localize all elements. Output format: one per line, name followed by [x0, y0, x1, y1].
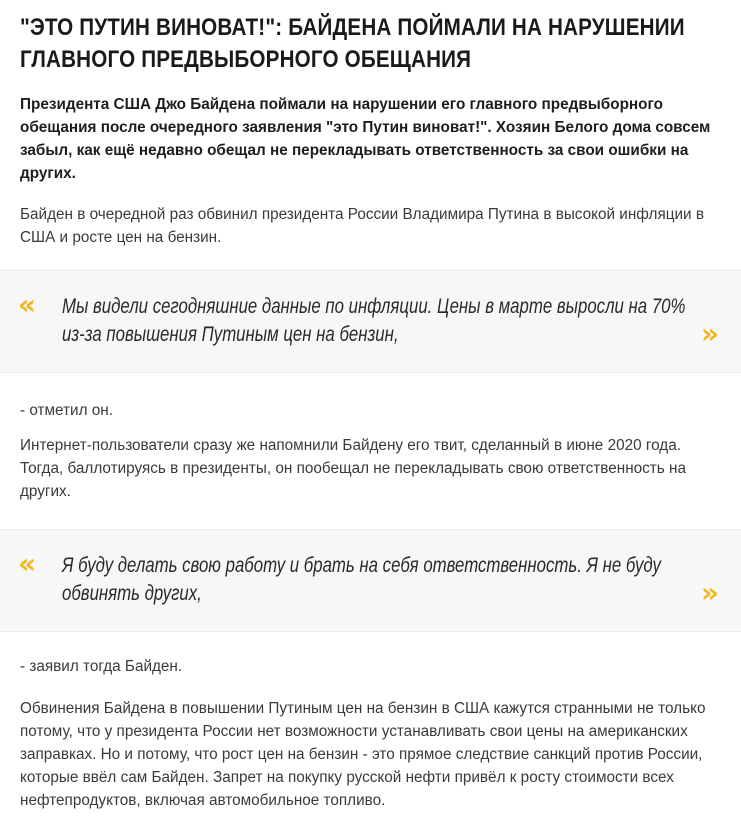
article-lead: Президента США Джо Байдена поймали на нарушении его главного предвыборного обещания после очередного заявления "это Путин виноват!". Хозяин Белого дома совсем забыл, как ещё недавно обещал не перекладывать ответственность за свои ошибки на других. [20, 96, 711, 182]
blockquote [0, 270, 741, 373]
quote-close-icon: » [700, 317, 719, 350]
quote-text: Я буду делать свою работу и брать на себя ответственность. Я не буду обвинять других, [62, 554, 661, 605]
paragraph: - заявил тогда Байден. [20, 658, 183, 675]
quote-close-icon: » [700, 576, 719, 609]
paragraph: Интернет-пользователи сразу же напомнили Байдену его твит, сделанный в июне 2020 года. Тогда, баллотируясь в президенты, он пообещал не перекладывать свою ответственность на других. [20, 437, 686, 500]
paragraph: - отметил он. [20, 402, 113, 419]
quote-open-icon: « [18, 288, 37, 321]
quote-open-icon: « [18, 547, 37, 580]
quote-text: Мы видели сегодняшние данные по инфляции. Цены в марте выросли на 70% из-за повышения Путиным цен на бензин, [62, 295, 686, 346]
blockquote [0, 529, 741, 632]
paragraph: Обвинения Байдена в повышении Путиным цен на бензин в США кажутся странными не только потому, что у президента России нет возможности устанавливать свои цены на американских заправках. Но и потому, что рост цен на бензин - это прямое следствие санкций против России, которые ввёл сам Байден. Запрет на покупку русской нефти привёл к росту стоимости всех нефтепродуктов, включая автомобильное топливо. [20, 700, 706, 809]
article-title: "ЭТО ПУТИН ВИНОВАТ!": БАЙДЕНА ПОЙМАЛИ НА НАРУШЕНИИ ГЛАВНОГО ПРЕДВЫБОРНОГО ОБЕЩАНИЯ [20, 14, 685, 73]
paragraph: Байден в очередной раз обвинил президента России Владимира Путина в высокой инфляции в США и росте цен на бензин. [20, 206, 704, 246]
